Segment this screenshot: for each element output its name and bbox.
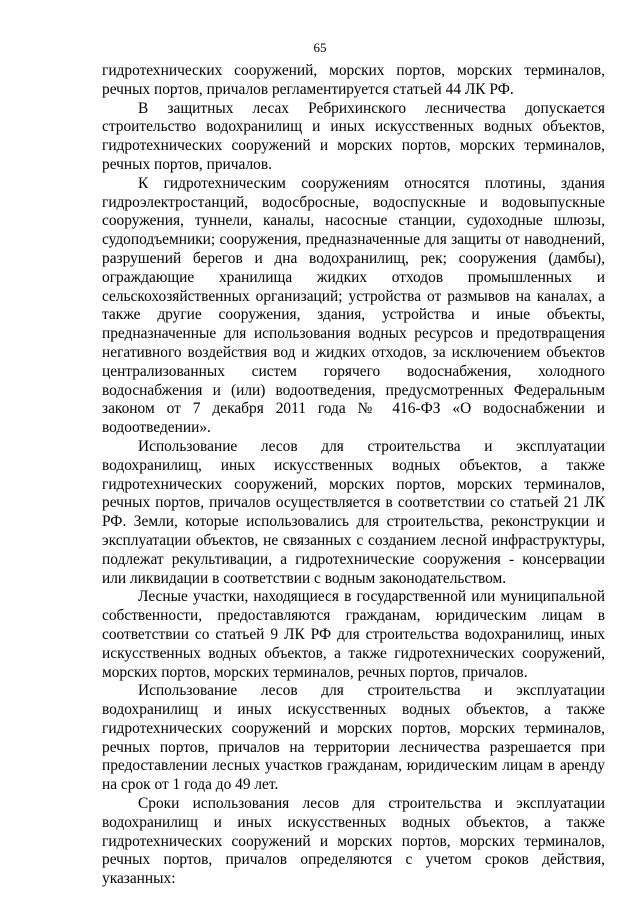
page-number: 65 — [313, 40, 327, 55]
document-body — [102, 62, 605, 889]
paragraph-hydraulic-structures-definition: К гидротехническим сооружениям относятся плотины, здания гидроэлектростанций, водосбросные, водоспускные и водовыпускные сооружения, туннели, каналы, насосные станции, судоходные шлюзы, судоподъемники; сооружения, предназначенные для защиты от наводнений, разрушений берегов и дна водохранилищ, рек; сооружения (дамбы), ограждающие хранилища жидких отходов промышленных и сельскохозяйственных организаций; устройства от размывов на каналах, а также другие сооружения, здания, устройства и иные объекты, предназначенные для использования водных ресурсов и предотвращения негативного воздействия вод и жидких отходов, за исключением объектов централизованных систем горячего водоснабжения, холодного водоснабжения и (или) водоотведения, предусмотренных Федеральным законом от 7 декабря 2011 года № 416-ФЗ «О водоснабжении и водоотведении». — [102, 174, 605, 437]
paragraph-continuation: гидротехнических сооружений, морских портов, морских терминалов, речных портов, причалов регламентируется статьей 44 ЛК РФ. — [102, 62, 605, 98]
paragraph-lease-terms: Использование лесов для строительства и эксплуатации водохранилищ и иных искусственных водных объектов, а также гидротехнических сооружений и морских портов, морских терминалов, речных портов, причалов на территории лесничества разрешается при предоставлении лесных участков гражданам, юридическим лицам в аренду на срок от 1 года до 49 лет. — [102, 682, 605, 794]
paragraph-forest-use-article-21: Использование лесов для строительства и эксплуатации водохранилищ, иных искусственных водных объектов, а также гидротехнических сооружений, морских портов, морских терминалов, речных портов, причалов осуществляется в соответствии со статьей 21 ЛК РФ. Земли, которые использовались для строительства, реконструкции и эксплуатации объектов, не связанных с созданием лесной инфраструктуры, подлежат рекультивации, а гидротехнические сооружения - консервации или ликвидации в соответствии с водным законодательством. — [102, 437, 605, 587]
paragraph-forest-plots-provision: Лесные участки, находящиеся в государственной или муниципальной собственности, предоставляются гражданам, юридическим лицам в соответствии со статьей 9 ЛК РФ для строительства водохранилищ, иных искусственных водных объектов, а также гидротехнических сооружений, морских портов, морских терминалов, речных портов, причалов. — [102, 588, 605, 681]
paragraph-protective-forests: В защитных лесах Ребрихинского лесничества допускается строительство водохранилищ и иных искусственных водных объектов, гидротехнических сооружений и морских портов, морских терминалов, речных портов, причалов. — [102, 99, 605, 173]
paragraph-usage-periods: Сроки использования лесов для строительства и эксплуатации водохранилищ и иных искусственных водных объектов, а также гидротехнических сооружений и морских портов, морских терминалов, речных портов, причалов определяются с учетом сроков действия, указанных: — [102, 795, 605, 888]
